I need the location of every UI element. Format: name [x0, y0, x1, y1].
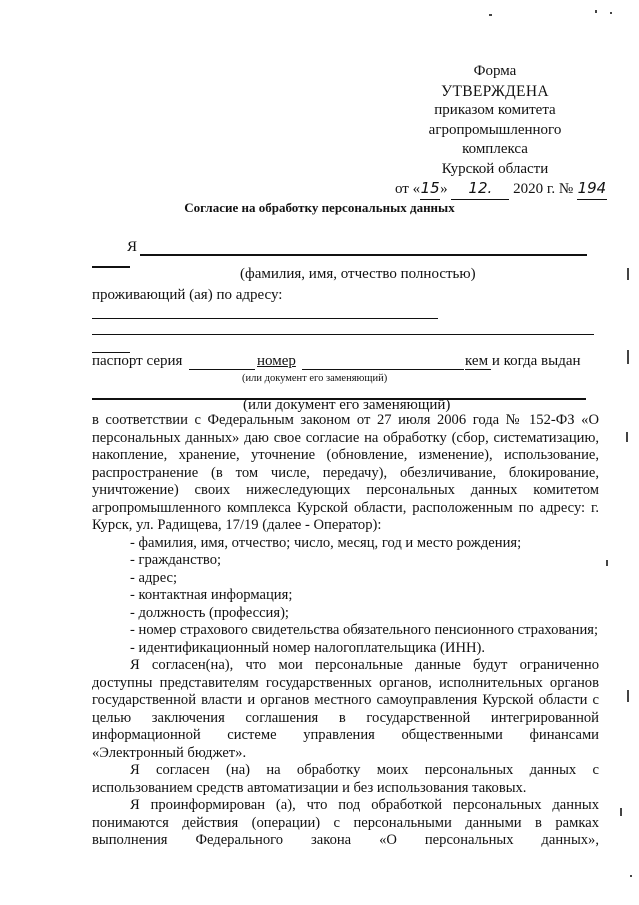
- doc-replacing-caption: (или документ его заменяющий): [243, 397, 451, 413]
- data-item: - адрес;: [130, 569, 178, 586]
- address-label: проживающий (ая) по адресу:: [92, 287, 283, 303]
- approval-header: [395, 62, 607, 200]
- form-label: Форма: [473, 63, 517, 79]
- consent-paragraph-1: в соответствии с Федеральным законом от 27 июля 2006 года № 152-ФЗ «О персональных данных» даю свое согласие на обработку (сбор, систематизацию, накопление, хранение, уточнение (обновление, изменение), использование, распространение (в том числе, передачу), обезличивание, блокирование, уничтожение) своих нижеследующих персональных данных комитетом агропромышленного комплекса Курской области, расположенным по адресу: г. Курск, ул. Радищева, 17/19 (далее - Оператор):: [92, 412, 599, 533]
- approved-label: УТВЕРЖДЕНА: [441, 82, 549, 100]
- scan-speck: [606, 560, 608, 566]
- fio-fill-line-short[interactable]: [92, 266, 130, 268]
- date-prefix: от «: [395, 181, 421, 197]
- scan-speck: [595, 10, 597, 13]
- data-item: - должность (профессия);: [130, 604, 289, 621]
- doc-replacing-small: (или документ его заменяющий): [242, 373, 388, 384]
- consent-paragraph-4: Я проинформирован (а), что под обработкой персональных данных понимаются действия (операции) с персональными данными в рамках выполнения Федерального закона «О персональных данных»,: [92, 797, 599, 848]
- fio-fill-line[interactable]: [140, 254, 587, 256]
- passport-series-fill[interactable]: [189, 369, 255, 370]
- address-fill-line-2[interactable]: [92, 334, 594, 335]
- scan-speck: [620, 808, 622, 816]
- scan-speck: [626, 432, 628, 442]
- data-item: - номер страхового свидетельства обязательного пенсионного страхования;: [130, 622, 599, 638]
- order-line-2: агропромышленного: [428, 121, 562, 138]
- i-label: Я: [127, 239, 138, 255]
- data-item: - контактная информация;: [130, 587, 293, 603]
- fio-caption: (фамилия, имя, отчество полностью): [240, 266, 476, 282]
- consent-paragraph-2: Я согласен(на), что мои персональные данные будут ограниченно доступны представителям государственных органов, исполнительных органов государственной власти и органов местного самоуправления Курской области с целью заключения соглашения в государственной интегрированной информационной системе управления общественными финансами «Электронный бюджет».: [92, 657, 599, 761]
- order-line-3: комплекса: [462, 141, 528, 157]
- order-line-4: Курской области: [441, 160, 549, 177]
- scan-speck: [630, 875, 632, 877]
- address-fill-line-1[interactable]: [92, 318, 438, 319]
- scan-speck: [489, 14, 492, 16]
- data-item: - гражданство;: [130, 552, 222, 568]
- passport-number-label: номер: [257, 353, 296, 369]
- scan-speck: [627, 350, 629, 364]
- date-day: 15: [420, 179, 440, 200]
- date-year: 2020 г. №: [513, 181, 574, 197]
- date-mid: »: [440, 181, 448, 197]
- issued-by-underline: [465, 369, 491, 370]
- consent-paragraph-3: Я согласен (на) на обработку моих персональных данных с использованием средств автоматизации и без использования таковых.: [92, 762, 599, 796]
- date-month: 12.: [451, 179, 509, 200]
- passport-series-label: паспорт серия: [92, 353, 183, 369]
- passport-number-fill[interactable]: [302, 369, 464, 370]
- data-item: - идентификационный номер налогоплательщика (ИНН).: [130, 639, 486, 656]
- approval-date-line: [395, 179, 607, 200]
- data-item: - фамилия, имя, отчество; число, месяц, год и место рождения;: [130, 534, 522, 551]
- order-line-1: приказом комитета: [434, 102, 556, 118]
- scan-speck: [627, 690, 629, 702]
- scan-speck: [627, 268, 629, 280]
- issued-by-label: кем и когда выдан: [465, 353, 581, 369]
- consent-body: [92, 412, 599, 850]
- scan-speck: [610, 12, 612, 14]
- document-title: Согласие на обработку персональных данных: [184, 200, 455, 215]
- order-number: 194: [577, 179, 607, 200]
